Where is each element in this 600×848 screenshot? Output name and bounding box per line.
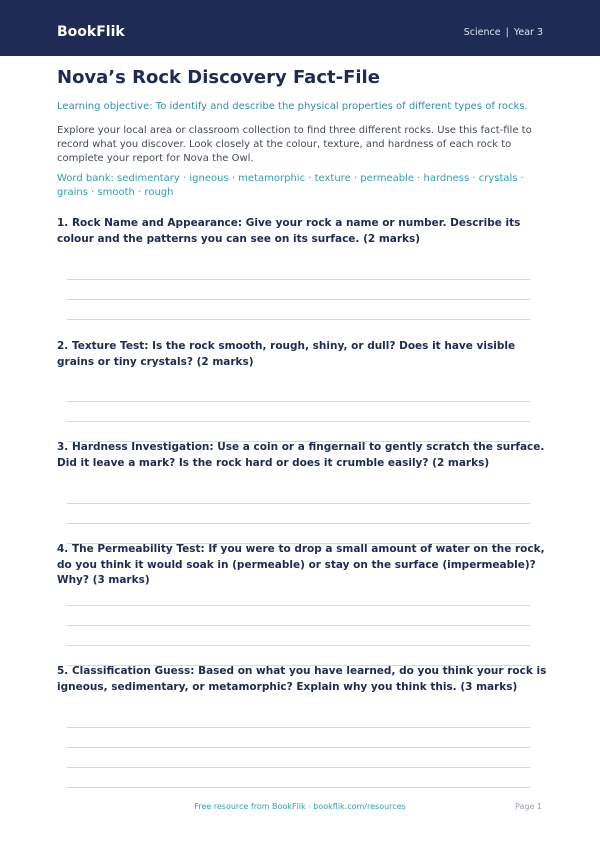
answer-line[interactable] (67, 787, 530, 788)
intro-text: Explore your local area or classroom collection to find three different rocks. Use this fact-file to record what you discover. Look closely at the colour, texture, and hardness of each rock to complete your report for Nova the Owl. (57, 125, 532, 164)
question-4: 4. The Permeability Test: If you were to drop a small amount of water on the rock, do you think it would soak in (permeable) or stay on the surface (impermeable)? Why? (3 marks) (57, 543, 545, 586)
year-label: Year 3 (513, 27, 543, 38)
question-5: 5. Classification Guess: Based on what you have learned, do you think your rock is igneous, sedimentary, or metamorphic? Explain why you think this. (3 marks) (57, 665, 547, 693)
answer-line[interactable] (67, 401, 530, 402)
page-number: Page 1 (515, 802, 542, 811)
word-bank: Word bank: sedimentary · igneous · metamorphic · texture · permeable · hardness · crystals · grains · smooth · rough (57, 173, 524, 198)
answer-line[interactable] (67, 727, 530, 728)
answer-line[interactable] (67, 625, 530, 626)
answer-line[interactable] (67, 503, 530, 504)
answer-line[interactable] (67, 605, 530, 606)
separator: | (505, 27, 509, 38)
question-3: 3. Hardness Investigation: Use a coin or a fingernail to gently scratch the surface. Did it leave a mark? Is the rock hard or does it crumble easily? (2 marks) (57, 441, 545, 469)
answer-line[interactable] (67, 747, 530, 748)
header-bar (0, 0, 600, 56)
answer-line[interactable] (67, 319, 530, 320)
answer-line[interactable] (67, 299, 530, 300)
answer-line[interactable] (67, 421, 530, 422)
learning-objective: Learning objective: To identify and describe the physical properties of different types of rocks. (57, 101, 528, 112)
answer-line[interactable] (67, 279, 530, 280)
question-2: 2. Texture Test: Is the rock smooth, rough, shiny, or dull? Does it have visible grains or tiny crystals? (2 marks) (57, 340, 516, 368)
brand-logo[interactable]: BookFlik (57, 24, 125, 40)
subject-label: Science (463, 27, 501, 38)
answer-line[interactable] (67, 767, 530, 768)
answer-line[interactable] (67, 523, 530, 524)
footer-link[interactable]: Free resource from BookFlik · bookflik.com/resources (194, 802, 406, 811)
page-title: Nova’s Rock Discovery Fact-File (57, 67, 380, 88)
answer-line[interactable] (67, 645, 530, 646)
subject-year-label (464, 27, 543, 39)
question-1: 1. Rock Name and Appearance: Give your rock a name or number. Describe its colour and the patterns you can see on its surface. (2 marks) (57, 217, 521, 245)
